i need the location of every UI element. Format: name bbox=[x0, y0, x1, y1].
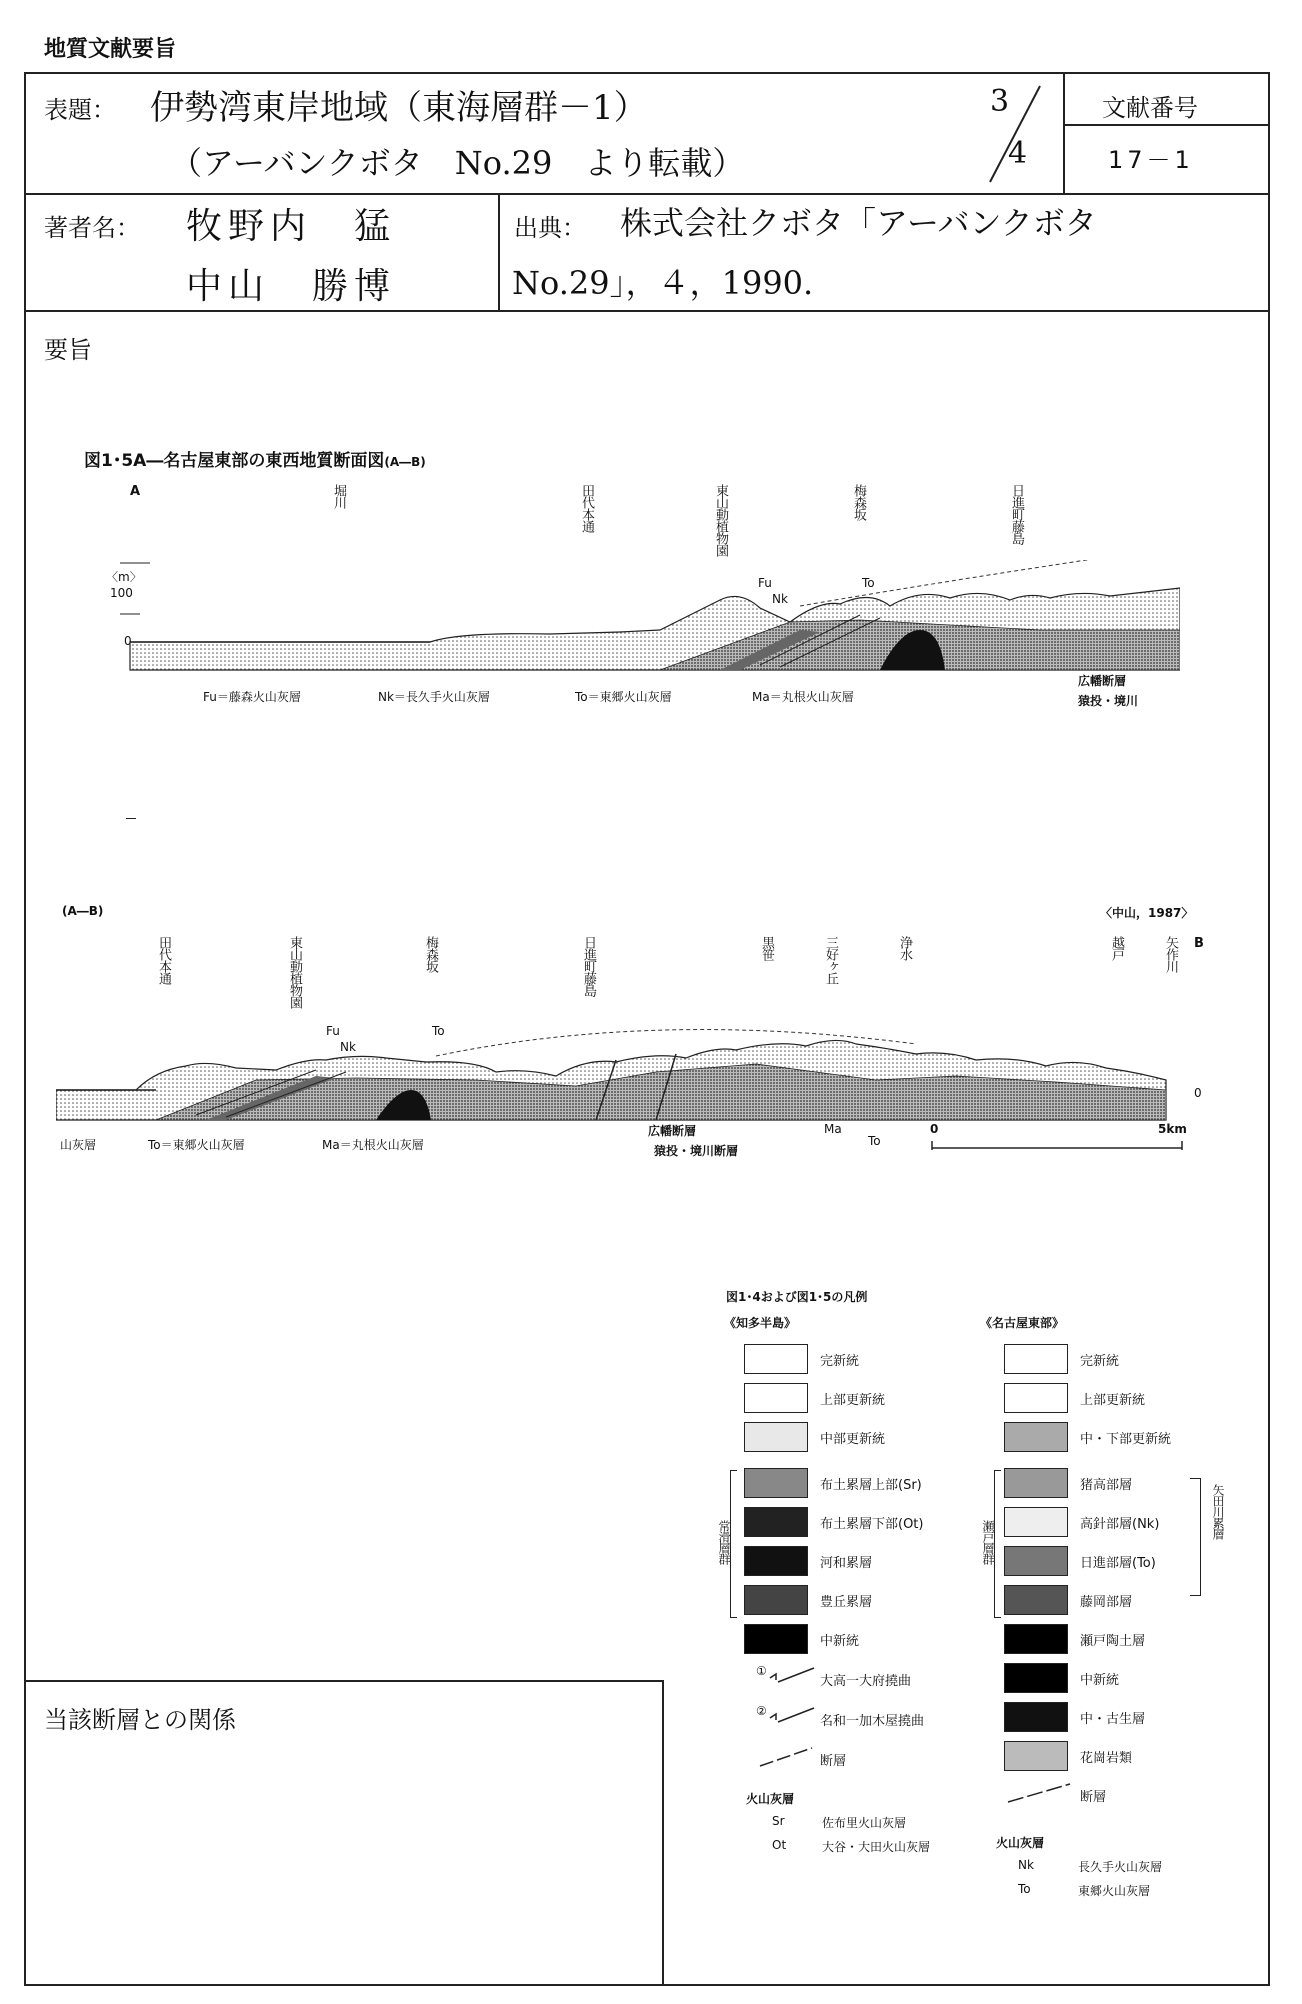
source-label: 出典： bbox=[514, 214, 586, 242]
divider bbox=[498, 193, 500, 310]
endpoint-b: B bbox=[1194, 936, 1204, 951]
legend-title: 図1･4および図1･5の凡例 bbox=[726, 1290, 868, 1304]
legend-label: 布土累層上部(Sr) bbox=[820, 1478, 922, 1493]
marker-fu: Fu bbox=[326, 1024, 340, 1038]
title-line-2: （アーバンクボタ No.29 より転載） bbox=[170, 144, 745, 182]
page-number: 3 bbox=[990, 84, 1010, 119]
divider bbox=[1063, 124, 1270, 126]
place-label: 田代本通 bbox=[579, 484, 594, 532]
marker-to: To bbox=[868, 1134, 881, 1148]
cross-section-bottom bbox=[56, 1010, 1196, 1130]
author-2: 中山 勝博 bbox=[186, 266, 397, 307]
summary-label: 要旨 bbox=[44, 336, 92, 364]
legend-swatch bbox=[1004, 1468, 1068, 1498]
legend-label: 布土累層下部(Ot) bbox=[820, 1517, 924, 1532]
legend-label: 断層 bbox=[1080, 1790, 1107, 1805]
legend-label: 大高一大府撓曲 bbox=[820, 1674, 912, 1689]
legend-swatch bbox=[1004, 1624, 1068, 1654]
legend-bracket bbox=[730, 1470, 737, 1618]
legend-label: 高針部層(Nk) bbox=[1080, 1517, 1160, 1532]
fault-label: 広幡断層 bbox=[1078, 674, 1127, 688]
place-label: 日進町藤島 bbox=[581, 936, 596, 996]
legend-swatch bbox=[1004, 1546, 1068, 1576]
page-total: 4 bbox=[1008, 136, 1028, 171]
scale-bar bbox=[928, 1138, 1188, 1154]
legend-note: To＝東郷火山灰層 bbox=[575, 690, 672, 704]
legend-group-label: 瀬戸層群 bbox=[981, 1520, 995, 1564]
legend-label: 中新統 bbox=[820, 1634, 860, 1649]
ash-code: Nk bbox=[1018, 1858, 1034, 1872]
legend-label: 日進部層(To) bbox=[1080, 1556, 1156, 1571]
fault-label: 広幡断層 bbox=[648, 1124, 697, 1138]
ash-heading: 火山灰層 bbox=[996, 1836, 1045, 1850]
legend-label: 完新統 bbox=[820, 1354, 860, 1369]
legend-label: 豊丘累層 bbox=[820, 1595, 873, 1610]
legend-bracket bbox=[994, 1470, 1001, 1618]
ash-name: 長久手火山灰層 bbox=[1078, 1860, 1163, 1874]
legend-swatch bbox=[744, 1422, 808, 1452]
legend-swatch bbox=[744, 1507, 808, 1537]
legend-swatch bbox=[1004, 1663, 1068, 1693]
legend-swatch bbox=[1004, 1741, 1068, 1771]
place-label: 堀川 bbox=[331, 484, 346, 508]
doc-number: 17－1 bbox=[1108, 146, 1194, 174]
source-line-2: No.29」，４，1990. bbox=[512, 264, 814, 302]
legend-label: 断層 bbox=[820, 1754, 847, 1769]
scale-start: 0 bbox=[930, 1122, 939, 1136]
legend-group-label: 矢田川累層 bbox=[1211, 1484, 1225, 1539]
title-label: 表題： bbox=[44, 96, 116, 124]
legend-label: 瀬戸陶土層 bbox=[1080, 1634, 1146, 1649]
legend-label: 上部更新統 bbox=[820, 1393, 886, 1408]
legend-note: 山灰層 bbox=[60, 1138, 97, 1152]
legend-swatch bbox=[744, 1344, 808, 1374]
place-label: 矢作川 bbox=[1163, 936, 1178, 972]
legend-swatch bbox=[1004, 1585, 1068, 1615]
doc-number-label: 文献番号 bbox=[1102, 94, 1198, 122]
legend-note: Ma＝丸根火山灰層 bbox=[752, 690, 854, 704]
figure-title: 図1･5A―名古屋東部の東西地質断面図(A―B) bbox=[84, 451, 426, 471]
legend-group-label: 常滑層群 bbox=[717, 1520, 731, 1564]
legend-bracket bbox=[1190, 1478, 1201, 1596]
legend-note: Fu＝藤森火山灰層 bbox=[203, 690, 301, 704]
legend-swatch bbox=[744, 1383, 808, 1413]
legend-swatch bbox=[744, 1546, 808, 1576]
legend-circle-2: ② bbox=[756, 1704, 767, 1718]
fault-label: 猿投・境川断層 bbox=[654, 1144, 739, 1158]
place-label: 越戸 bbox=[1109, 936, 1124, 960]
fault-symbol bbox=[756, 1744, 816, 1770]
flexure-symbol bbox=[768, 1704, 818, 1728]
legend-label: 名和一加木屋撓曲 bbox=[820, 1714, 925, 1729]
place-label: 東山動植物園 bbox=[713, 484, 728, 556]
legend-swatch bbox=[1004, 1702, 1068, 1732]
legend-note: To＝東郷火山灰層 bbox=[148, 1138, 245, 1152]
author-1: 牧野内 猛 bbox=[186, 206, 397, 247]
legend-label: 中部更新統 bbox=[820, 1432, 886, 1447]
ash-name: 佐布里火山灰層 bbox=[822, 1816, 907, 1830]
stray-mark bbox=[126, 818, 136, 819]
legend-label: 完新統 bbox=[1080, 1354, 1120, 1369]
legend-circle-1: ① bbox=[756, 1664, 767, 1678]
place-label: 梅森坂 bbox=[423, 936, 438, 972]
marker-to: To bbox=[432, 1024, 445, 1038]
place-label: 黒笹 bbox=[759, 936, 774, 960]
flexure-symbol bbox=[768, 1664, 818, 1688]
cross-section-top bbox=[100, 560, 1180, 680]
fault-label: 猿投・境川 bbox=[1078, 694, 1139, 708]
legend-swatch bbox=[744, 1468, 808, 1498]
marker-fu: Fu bbox=[758, 576, 772, 590]
legend-label: 猪高部層 bbox=[1080, 1478, 1133, 1493]
legend-swatch bbox=[1004, 1344, 1068, 1374]
legend-label: 中新統 bbox=[1080, 1673, 1120, 1688]
ash-name: 大谷・大田火山灰層 bbox=[822, 1840, 931, 1854]
ash-code: To bbox=[1018, 1882, 1031, 1896]
legend-swatch bbox=[1004, 1383, 1068, 1413]
legend-left-heading: 《知多半島》 bbox=[724, 1316, 797, 1330]
legend-note: Nk＝長久手火山灰層 bbox=[378, 690, 490, 704]
citation: 〈中山，1987〉 bbox=[1100, 906, 1194, 920]
legend-label: 花崗岩類 bbox=[1080, 1751, 1133, 1766]
legend-swatch bbox=[744, 1624, 808, 1654]
legend-right-heading: 《名古屋東部》 bbox=[980, 1316, 1065, 1330]
legend-swatch bbox=[744, 1585, 808, 1615]
place-label: 浄水 bbox=[897, 936, 912, 960]
place-label: 三好ヶ丘 bbox=[823, 936, 838, 984]
fault-symbol bbox=[1004, 1780, 1074, 1806]
y-tick-0: 0 bbox=[1194, 1086, 1202, 1100]
legend-label: 中・下部更新統 bbox=[1080, 1432, 1172, 1447]
page-slash bbox=[970, 78, 1060, 188]
divider bbox=[24, 310, 1270, 312]
ash-heading: 火山灰層 bbox=[746, 1792, 795, 1806]
endpoint-ab: (A―B) bbox=[62, 904, 104, 918]
place-label: 田代本通 bbox=[156, 936, 171, 984]
scale-end: 5km bbox=[1158, 1122, 1187, 1136]
ash-code: Ot bbox=[772, 1838, 787, 1852]
legend-note: Ma＝丸根火山灰層 bbox=[322, 1138, 424, 1152]
legend-label: 河和累層 bbox=[820, 1556, 873, 1571]
marker-nk: Nk bbox=[772, 592, 788, 606]
legend-swatch bbox=[1004, 1422, 1068, 1452]
endpoint-a: A bbox=[130, 484, 141, 499]
y-axis-unit: 〈m〉 bbox=[106, 570, 142, 584]
legend-label: 上部更新統 bbox=[1080, 1393, 1146, 1408]
ash-name: 東郷火山灰層 bbox=[1078, 1884, 1151, 1898]
legend-label: 藤岡部層 bbox=[1080, 1595, 1133, 1610]
relation-label: 当該断層との関係 bbox=[44, 1706, 236, 1734]
marker-ma: Ma bbox=[824, 1122, 842, 1136]
place-label: 日進町藤島 bbox=[1009, 484, 1024, 544]
legend-swatch bbox=[1004, 1507, 1068, 1537]
legend-label: 中・古生層 bbox=[1080, 1712, 1146, 1727]
marker-nk: Nk bbox=[340, 1040, 356, 1054]
title-line-1: 伊勢湾東岸地域（東海層群－1） bbox=[150, 88, 648, 128]
author-label: 著者名： bbox=[44, 214, 140, 242]
document-type: 地質文献要旨 bbox=[44, 37, 177, 62]
divider bbox=[24, 193, 1270, 195]
y-tick-100: 100 bbox=[110, 586, 133, 600]
marker-to: To bbox=[862, 576, 875, 590]
source-line-1: 株式会社クボタ「アーバンクボタ bbox=[620, 204, 1097, 242]
place-label: 東山動植物園 bbox=[287, 936, 302, 1008]
divider bbox=[1063, 72, 1065, 193]
y-tick-0: 0 bbox=[124, 634, 132, 648]
place-label: 梅森坂 bbox=[851, 484, 866, 520]
ash-code: Sr bbox=[772, 1814, 785, 1828]
